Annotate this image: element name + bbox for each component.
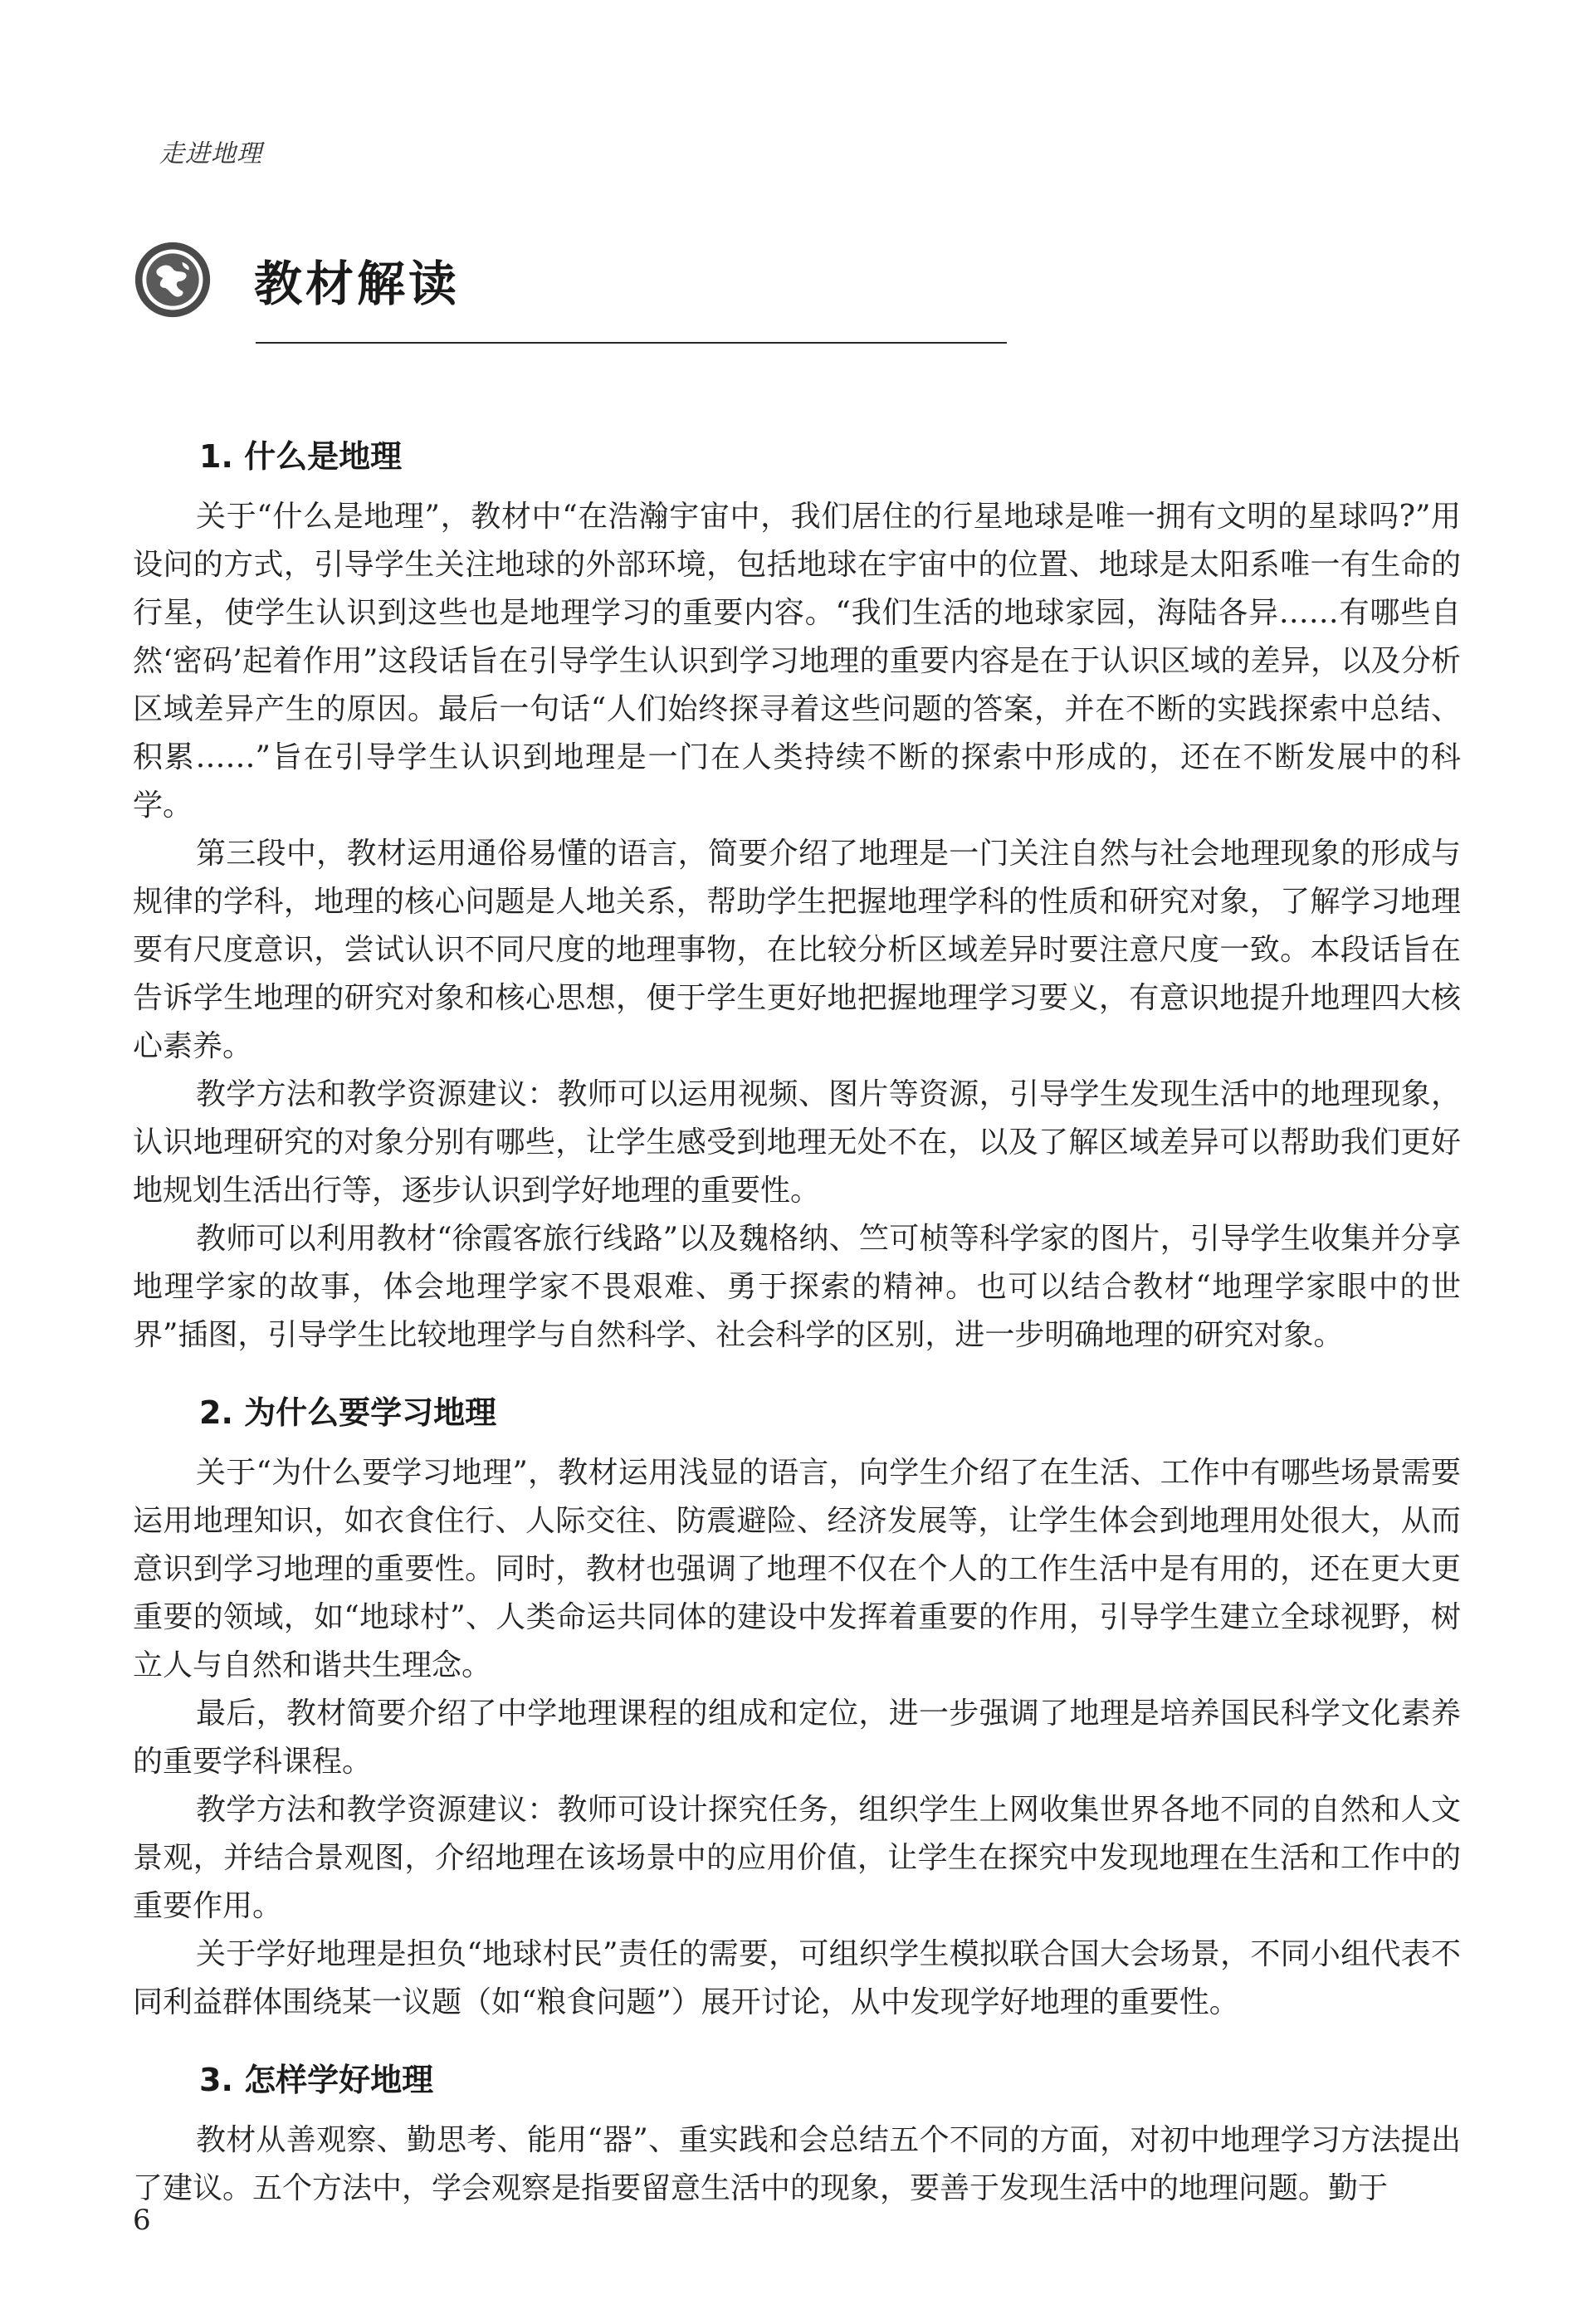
running-head: 走进地理 [159,139,262,168]
chapter-title-rule [256,342,1007,344]
main-content [133,433,1461,2213]
section-how-to-learn-geography [133,2057,1461,2213]
globe-icon [133,240,212,320]
paragraph: 教学方法和教学资源建议：教师可设计探究任务，组织学生上网收集世界各地不同的自然和人文景观，并结合景观图，介绍地理在该场景中的应用价值，让学生在探究中发现地理在生活和工作中的重要作用。 [133,1793,1461,1923]
paragraph: 最后，教材简要介绍了中学地理课程的组成和定位，进一步强调了地理是培养国民科学文化素养的重要学科课程。 [133,1697,1461,1779]
section-title: 1. 什么是地理 [199,438,403,475]
section-what-is-geography [133,433,1461,1360]
paragraph: 关于学好地理是担负“地球村民”责任的需要，可组织学生模拟联合国大会场景，不同小组代表不同利益群体围绕某一议题（如“粮食问题”）展开讨论，从中发现学好地理的重要性。 [133,1937,1461,2019]
paragraph: 第三段中，教材运用通俗易懂的语言，简要介绍了地理是一门关注自然与社会地理现象的形成与规律的学科，地理的核心问题是人地关系，帮助学生把握地理学科的性质和研究对象，了解学习地理要有尺度意识，尝试认识不同尺度的地理事物，在比较分析区域差异时要注意尺度一致。本段话旨在告诉学生地理的研究对象和核心思想，便于学生更好地把握地理学习要义，有意识地提升地理四大核心素养。 [133,837,1461,1063]
section-why-learn-geography [133,1389,1461,2027]
paragraph: 关于“什么是地理”，教材中“在浩瀚宇宙中，我们居住的行星地球是唯一拥有文明的星球吗?”用设问的方式，引导学生关注地球的外部环境，包括地球在宇宙中的位置、地球是太阳系唯一有生命的行星，使学生认识到这些也是地理学习的重要内容。“我们生活的地球家园，海陆各异……有哪些自然‘密码’起着作用”这段话旨在引导学生认识到学习地理的重要内容是在于认识区域的差异，以及分析区域差异产生的原因。最后一句话“人们始终探寻着这些问题的答案，并在不断的实践探索中总结、积累……”旨在引导学生认识到地理是一门在人类持续不断的探索中形成的，还在不断发展中的科学。 [133,500,1461,823]
paragraph: 教师可以利用教材“徐霞客旅行线路”以及魏格纳、竺可桢等科学家的图片，引导学生收集并分享地理学家的故事，体会地理学家不畏艰难、勇于探索的精神。也可以结合教材“地理学家眼中的世界”插图，引导学生比较地理学与自然科学、社会科学的区别，进一步明确地理的研究对象。 [133,1222,1461,1352]
section-title: 3. 怎样学好地理 [199,2062,434,2098]
paragraph: 教学方法和教学资源建议：教师可以运用视频、图片等资源，引导学生发现生活中的地理现象，认识地理研究的对象分别有哪些，让学生感受到地理无处不在，以及了解区域差异可以帮助我们更好地规划生活出行等，逐步认识到学好地理的重要性。 [133,1077,1461,1208]
page-number: 6 [133,2204,151,2237]
chapter-header [133,234,460,325]
paragraph: 关于“为什么要学习地理”，教材运用浅显的语言，向学生介绍了在生活、工作中有哪些场景需要运用地理知识，如衣食住行、人际交往、防震避险、经济发展等，让学生体会到地理用处很大，从而意识到学习地理的重要性。同时，教材也强调了地理不仅在个人的工作生活中是有用的，还在更大更重要的领域，如“地球村”、人类命运共同体的建设中发挥着重要的作用，引导学生建立全球视野，树立人与自然和谐共生理念。 [133,1456,1461,1682]
paragraph: 教材从善观察、勤思考、能用“器”、重实践和会总结五个不同的方面，对初中地理学习方法提出了建议。五个方法中，学会观察是指要留意生活中的现象，要善于发现生活中的地理问题。勤于 [133,2123,1461,2205]
chapter-title: 教材解读 [254,256,461,312]
section-title: 2. 为什么要学习地理 [199,1394,497,1431]
